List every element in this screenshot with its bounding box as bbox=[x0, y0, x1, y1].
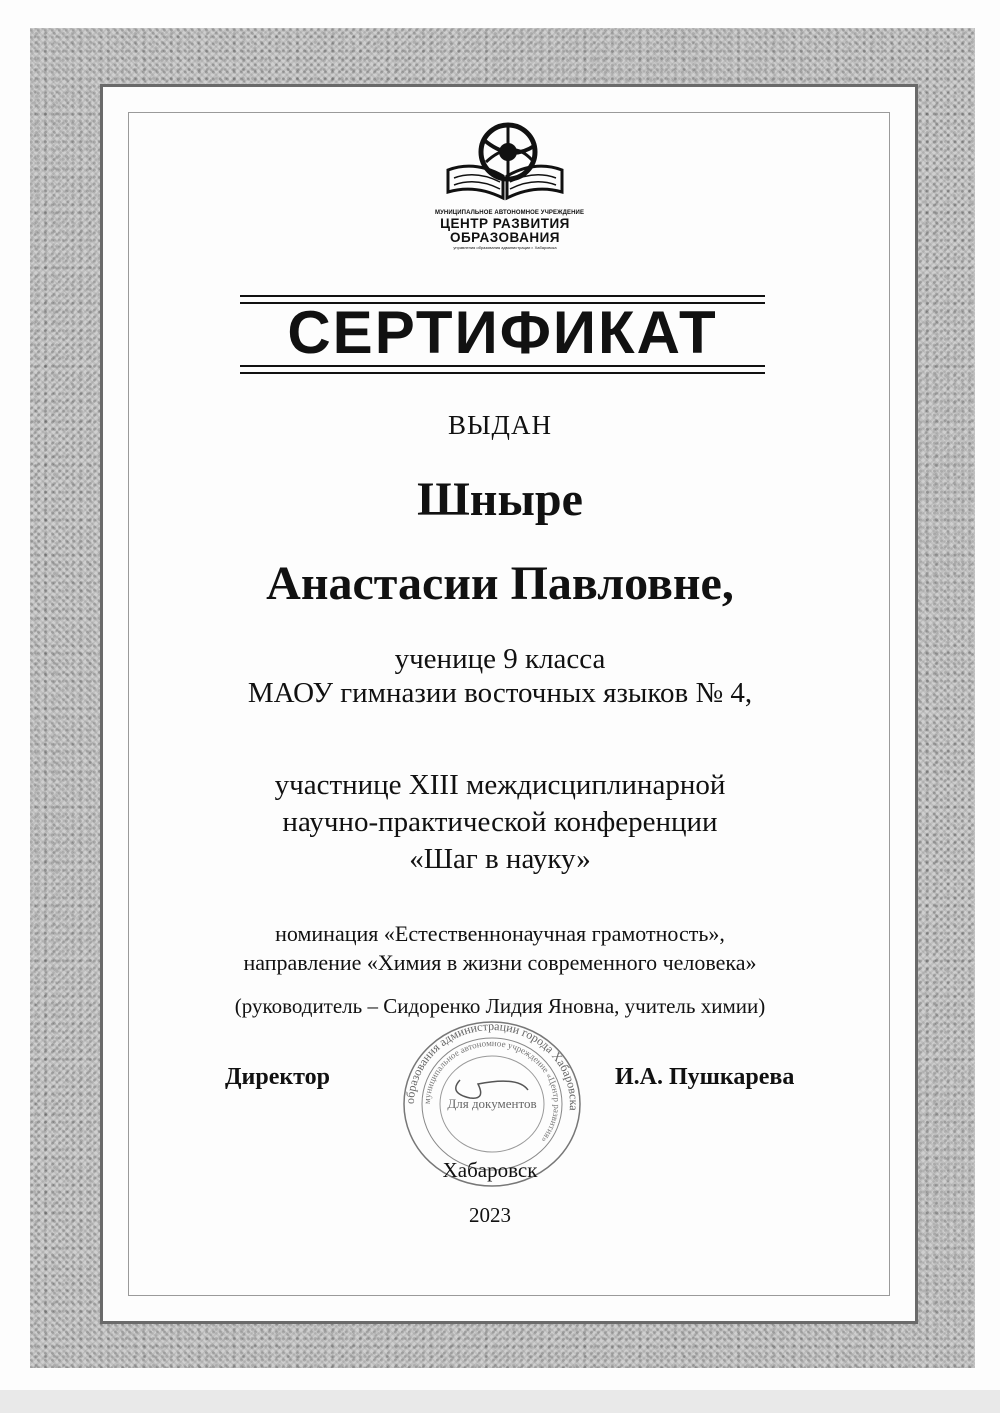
organization-logo bbox=[435, 118, 585, 263]
city: Хабаровск bbox=[442, 1158, 538, 1182]
title-rule-bottom bbox=[240, 365, 765, 374]
stamp-center-text: Для документов bbox=[447, 1096, 537, 1111]
recipient-grade: ученице 9 класса bbox=[394, 643, 606, 675]
nomination: номинация «Естественнонаучная грамотность», bbox=[275, 921, 725, 946]
certificate-title: СЕРТИФИКАТ bbox=[287, 299, 718, 366]
stamp-outer-text: образования администрации города Хабаровска bbox=[402, 1018, 582, 1112]
scan-edge bbox=[0, 1390, 1000, 1413]
globe-book-icon bbox=[440, 118, 570, 210]
stamp-inner-text: муниципальное автономное учреждение «Центр развития» bbox=[421, 1037, 563, 1145]
supervisor: (руководитель – Сидоренко Лидия Яновна, учитель химии) bbox=[234, 994, 766, 1018]
logo-line-education: ОБРАЗОВАНИЯ bbox=[449, 230, 561, 245]
conference-name: «Шаг в науку» bbox=[409, 843, 591, 875]
conference-line-2: научно-практической конференции bbox=[282, 806, 718, 838]
year: 2023 bbox=[469, 1203, 511, 1227]
issued-label: ВЫДАН bbox=[448, 410, 552, 440]
recipient-surname: Шныре bbox=[417, 473, 583, 526]
signatory-name: И.А. Пушкарева bbox=[615, 1064, 795, 1090]
logo-line-institution: МУНИЦИПАЛЬНОЕ АВТОНОМНОЕ УЧРЕЖДЕНИЕ bbox=[435, 210, 585, 216]
recipient-given-name: Анастасии Павловне, bbox=[266, 557, 734, 610]
direction: направление «Химия в жизни современного человека» bbox=[243, 950, 757, 975]
recipient-school: МАОУ гимназии восточных языков № 4, bbox=[247, 677, 753, 709]
logo-line-subtitle: управления образования администрации г. Хабаровска bbox=[453, 245, 557, 250]
conference-line-1: участнице XIII междисциплинарной bbox=[274, 769, 726, 801]
signatory-role: Директор bbox=[225, 1064, 330, 1090]
logo-line-center: ЦЕНТР РАЗВИТИЯ bbox=[440, 216, 570, 231]
